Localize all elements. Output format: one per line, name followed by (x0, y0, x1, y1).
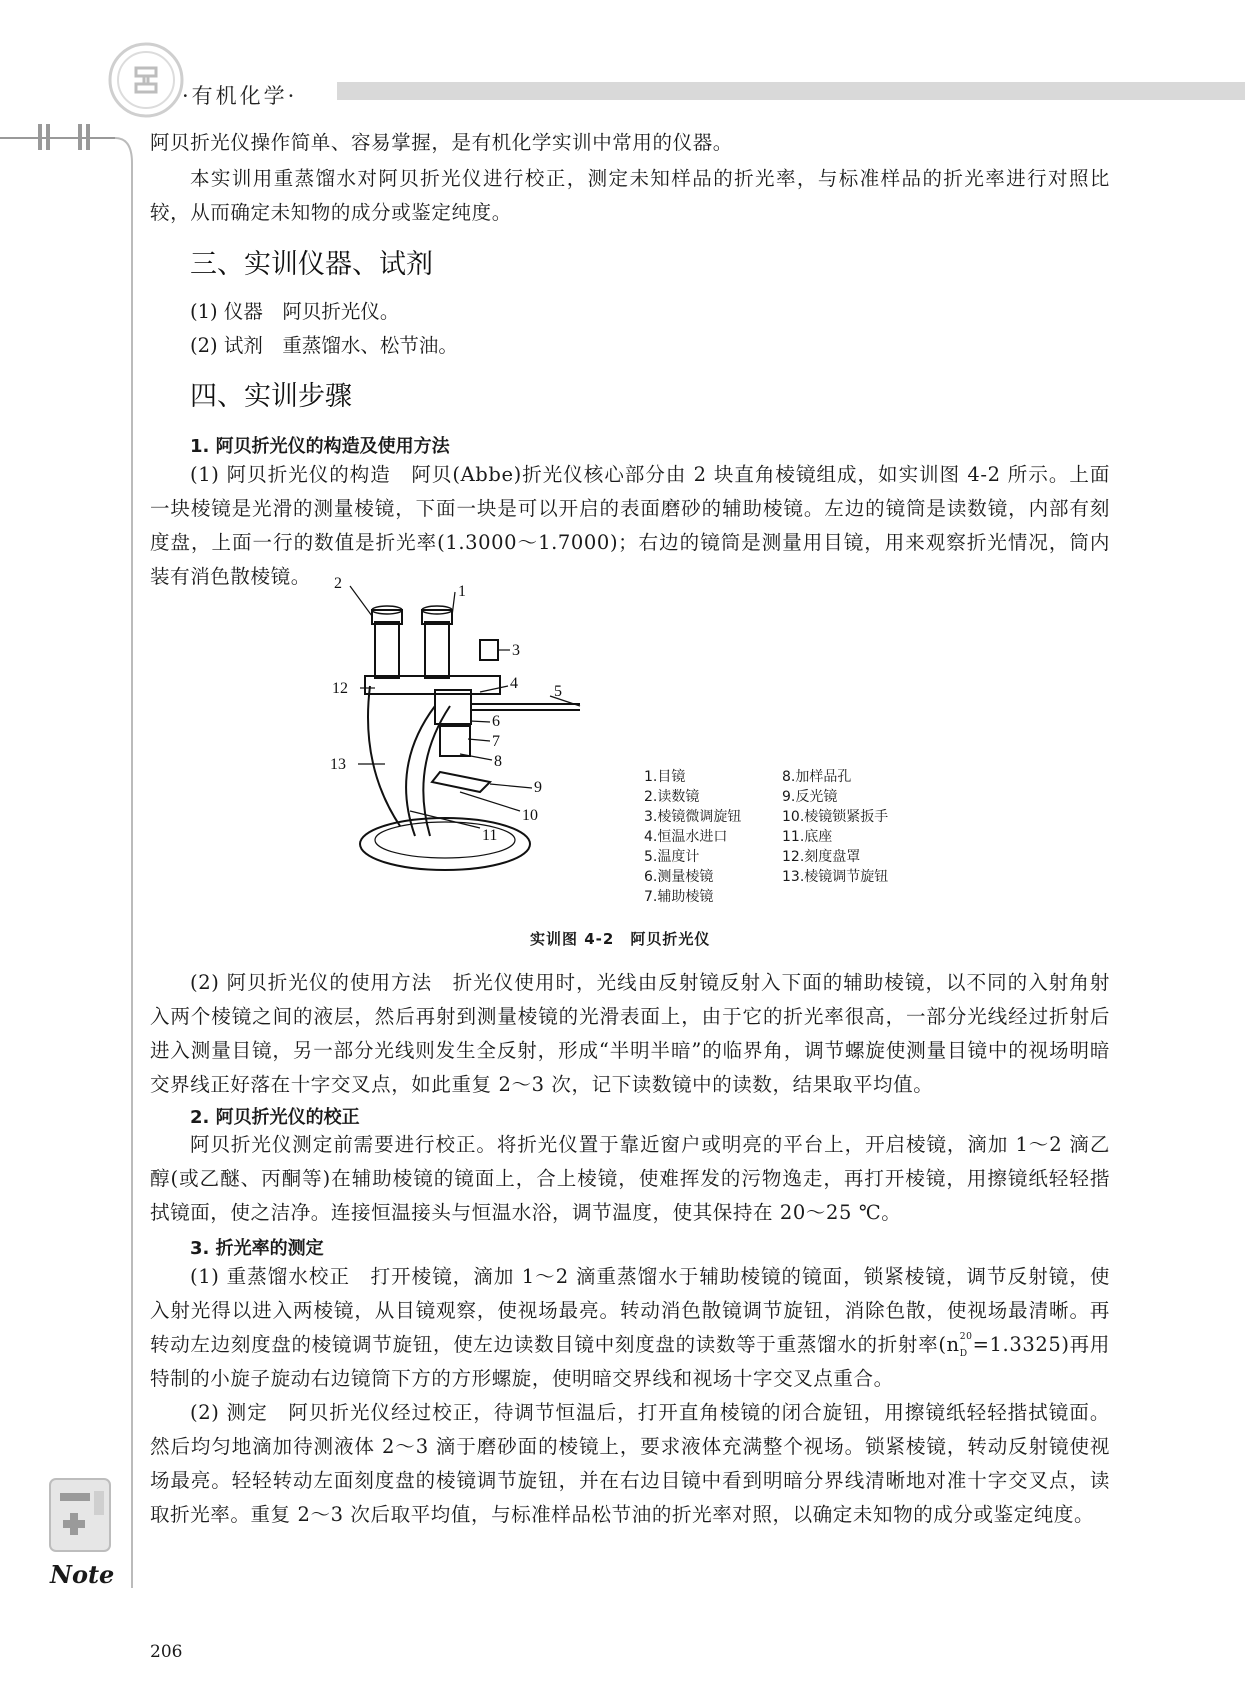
figure-caption: 实训图 4-2 阿贝折光仪 (530, 930, 711, 948)
legend-right-8: 8.加样品孔 (782, 769, 852, 785)
legend-right-11: 11.底座 (782, 829, 833, 845)
figure-callout-9: 9 (534, 779, 542, 796)
section-4-heading: 四、实训步骤 (190, 381, 352, 412)
figure-callout-12: 12 (332, 680, 348, 697)
subsection-1-heading: 1. 阿贝折光仪的构造及使用方法 (190, 436, 450, 457)
note-icon (46, 1475, 122, 1563)
margin-decoration (0, 118, 150, 1598)
running-head: ·有机化学· (182, 84, 298, 108)
section-3-item-2: (2) 试剂 重蒸馏水、松节油。 (190, 334, 458, 357)
figure-callout-10: 10 (522, 807, 538, 824)
refractive-index-subscript: D (959, 1348, 968, 1360)
figure-callout-1: 1 (458, 583, 466, 600)
legend-left-2: 2.读数镜 (644, 789, 700, 805)
figure-callout-3: 3 (512, 642, 520, 659)
section-3-heading: 三、实训仪器、试剂 (190, 249, 433, 280)
subsection-3-heading: 3. 折光率的测定 (190, 1238, 324, 1259)
refractive-index-superscript: 20 (959, 1330, 973, 1342)
subsection-3-paragraph-1 (150, 1260, 1110, 1396)
figure-callout-6: 6 (492, 713, 500, 730)
legend-left-6: 6.测量棱镜 (644, 869, 714, 885)
figure-callout-13: 13 (330, 756, 346, 773)
legend-right-10: 10.棱镜锁紧扳手 (782, 809, 889, 825)
intro-paragraph-1: 阿贝折光仪操作简单、容易掌握，是有机化学实训中常用的仪器。 (150, 131, 733, 154)
subsection-3-paragraph-1-tail: =1.3325)再用特制的小旋子旋动右边镜筒下方的方形螺旋，使明暗交界线和视场十字交叉点重合。 (150, 1333, 1110, 1390)
subsection-3-paragraph-2: (2) 测定 阿贝折光仪经过校正，待调节恒温后，打开直角棱镜的闭合旋钮，用擦镜纸轻轻揩拭镜面。然后均匀地滴加待测液体 2～3 滴于磨砂面的棱镜上，要求液体充满整个视场。锁紧棱镜，转动反射镜使视场最亮。轻轻转动左面刻度盘的棱镜调节旋钮，并在右边目镜中看到明暗分界线清晰地对准十字交叉点，读取折光率。重复 2～3 次后取平均值，与标准样品松节油的折光率对照，以确定未知物的成分或鉴定纯度。 (150, 1401, 1110, 1526)
subsection-3-paragraph-1-text: (1) 重蒸馏水校正 打开棱镜，滴加 1～2 滴重蒸馏水于辅助棱镜的镜面，锁紧棱镜，调节反射镜，使入射光得以进入两棱镜，从目镜观察，使视场最亮。转动消色散镜调节旋钮，消除色散，使视场最清晰。再转动左边刻度盘的棱镜调节旋钮，使左边读数目镜中刻度盘的读数等于重蒸馏水的折射率(n (150, 1265, 1110, 1356)
note-label: Note (50, 1560, 115, 1589)
section-3-item-1: (1) 仪器 阿贝折光仪。 (190, 300, 400, 323)
header-bar (337, 82, 1245, 100)
legend-left-3: 3.棱镜微调旋钮 (644, 809, 742, 825)
legend-left-4: 4.恒温水进口 (644, 829, 728, 845)
subsection-1-paragraph-1: (1) 阿贝折光仪的构造 阿贝(Abbe)折光仪核心部分由 2 块直角棱镜组成，如实训图 4-2 所示。上面一块棱镜是光滑的测量棱镜，下面一块是可以开启的表面磨砂的辅助棱镜。左边的镜筒是读数镜，内部有刻度盘，上面一行的数值是折光率(1.3000～1.7000)；右边的镜筒是测量用目镜，用来观察折光情况，筒内装有消色散棱镜。 (150, 463, 1110, 588)
legend-right-13: 13.棱镜调节旋钮 (782, 869, 889, 885)
intro-paragraph-2: 本实训用重蒸馏水对阿贝折光仪进行校正，测定未知样品的折光率，与标准样品的折光率进行对照比较，从而确定未知物的成分或鉴定纯度。 (150, 167, 1110, 224)
page-number: 206 (150, 1642, 183, 1662)
subsection-1-paragraph-2: (2) 阿贝折光仪的使用方法 折光仪使用时，光线由反射镜反射入下面的辅助棱镜，以不同的入射角射入两个棱镜之间的液层，然后再射到测量棱镜的光滑表面上，由于它的折光率很高，一部分光线经过折射后进入测量目镜，另一部分光线则发生全反射，形成“半明半暗”的临界角，调节螺旋使测量目镜中的视场明暗交界线正好落在十字交叉点，如此重复 2～3 次，记下读数镜中的读数，结果取平均值。 (150, 971, 1110, 1096)
book-logo-icon (106, 40, 186, 120)
figure-callout-11: 11 (482, 827, 498, 844)
legend-left-5: 5.温度计 (644, 849, 700, 865)
figure-callout-8: 8 (494, 753, 502, 770)
legend-right-9: 9.反光镜 (782, 789, 838, 805)
subsection-2-paragraph-1: 阿贝折光仪测定前需要进行校正。将折光仪置于靠近窗户或明亮的平台上，开启棱镜，滴加 1～2 滴乙醇(或乙醚、丙酮等)在辅助棱镜的镜面上，合上棱镜，使难挥发的污物逸走，再打开棱镜，用擦镜纸轻轻揩拭镜面，使之洁净。连接恒温接头与恒温水浴，调节温度，使其保持在 20～25 ℃。 (150, 1133, 1110, 1224)
figure-callout-7: 7 (492, 733, 500, 750)
legend-left-1: 1.目镜 (644, 769, 686, 785)
legend-right-12: 12.刻度盘罩 (782, 849, 861, 865)
subsection-2-heading: 2. 阿贝折光仪的校正 (190, 1107, 360, 1128)
figure-callout-4: 4 (510, 675, 518, 692)
figure-callout-2: 2 (334, 575, 342, 592)
legend-left-7: 7.辅助棱镜 (644, 889, 714, 905)
figure-callout-5: 5 (554, 683, 562, 700)
